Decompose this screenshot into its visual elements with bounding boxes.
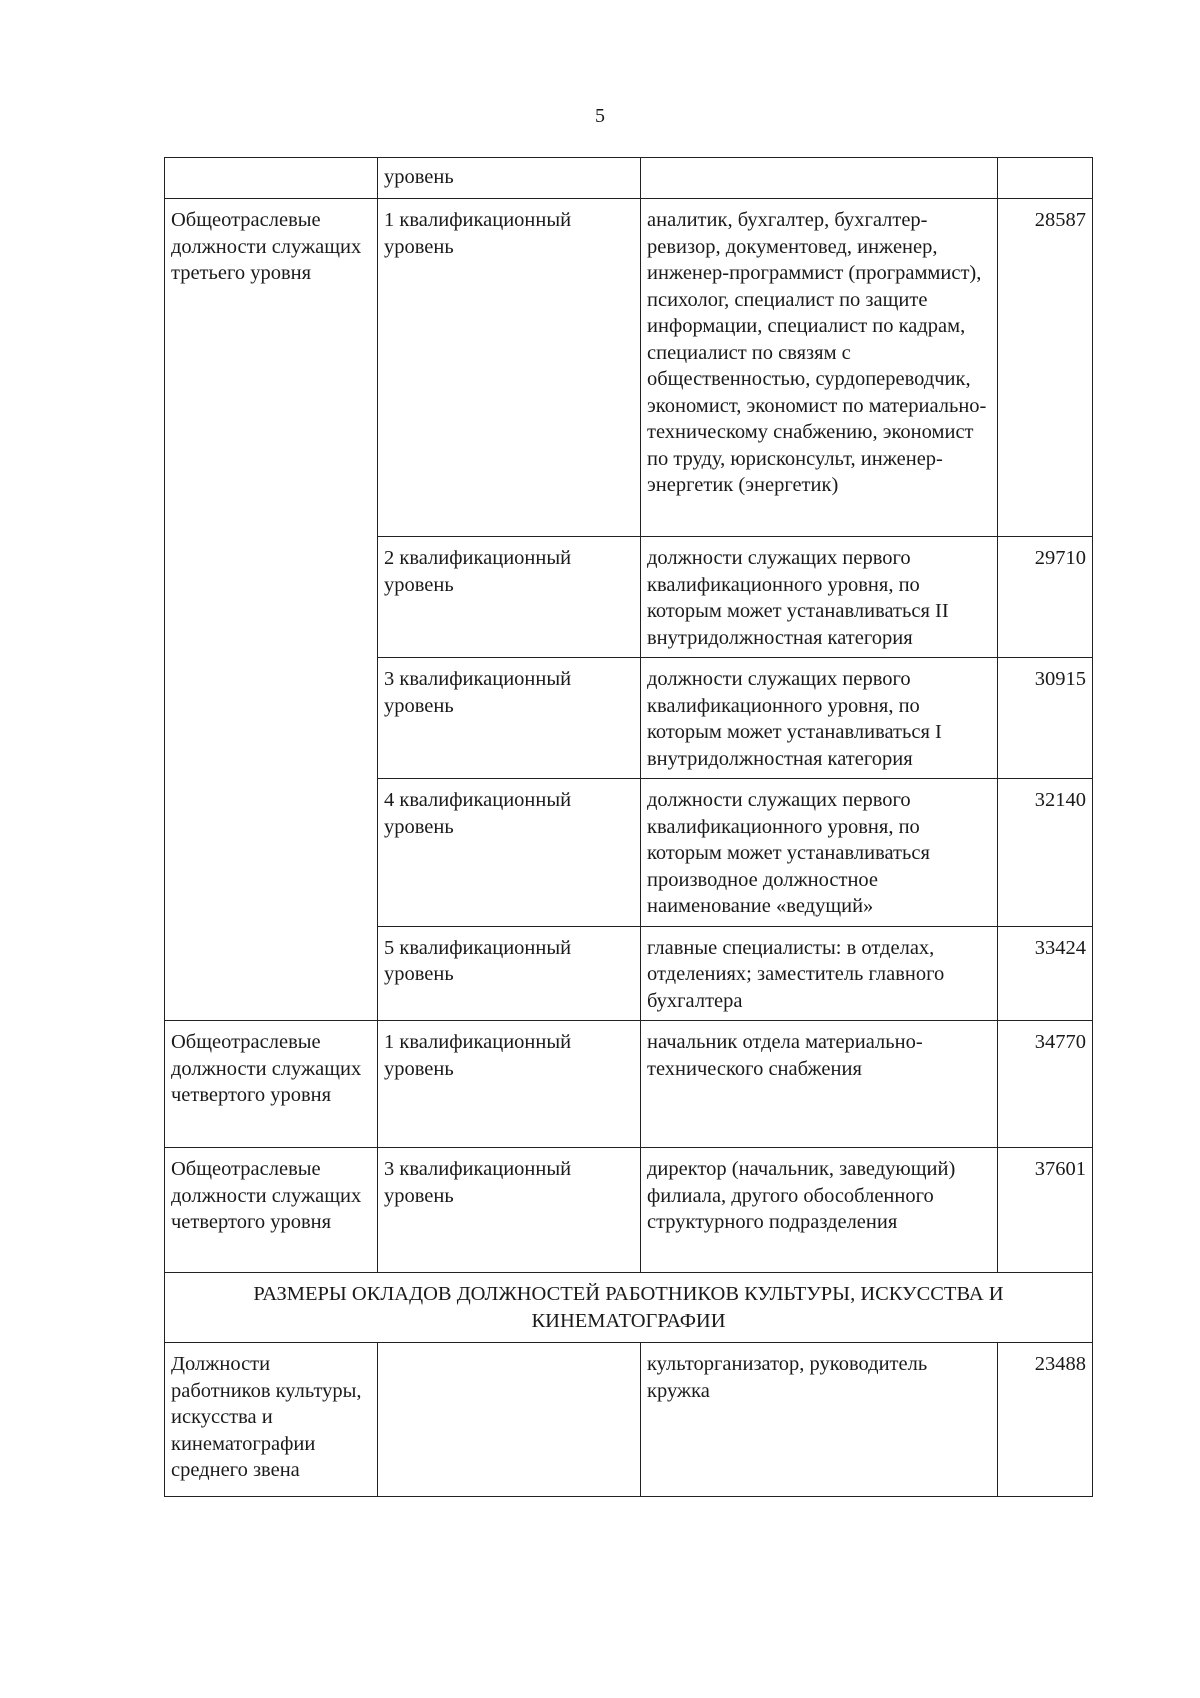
table-row <box>165 1148 1093 1273</box>
salary-cell <box>998 158 1093 199</box>
table-row <box>165 1343 1093 1497</box>
positions-cell: должности служащих первого квалификационного уровня, по которым может устанавливаться II внутридолжностная категория <box>641 537 998 658</box>
section-header-row <box>165 1273 1093 1343</box>
positions-cell: аналитик, бухгалтер, бухгалтер-ревизор, документовед, инженер, инженер-программист (программист), психолог, специалист по защите информации, специалист по кадрам, специалист по связям с общественностью, сурдопереводчик, экономист, экономист по материально-техническому снабжению, экономист по труду, юрисконсульт, инженер-энергетик (энергетик) <box>641 199 998 537</box>
group-cell: Должности работников культуры, искусства и кинематографии среднего звена <box>165 1343 378 1497</box>
salary-cell: 37601 <box>998 1148 1093 1273</box>
group-cell <box>165 158 378 199</box>
level-cell: 5 квалификационный уровень <box>378 926 641 1021</box>
salary-table <box>164 157 1093 1497</box>
salary-cell: 30915 <box>998 658 1093 779</box>
section-header: РАЗМЕРЫ ОКЛАДОВ ДОЛЖНОСТЕЙ РАБОТНИКОВ КУЛЬТУРЫ, ИСКУССТВА И КИНЕМАТОГРАФИИ <box>165 1273 1093 1343</box>
positions-cell: должности служащих первого квалификационного уровня, по которым может устанавливаться I внутридолжностная категория <box>641 658 998 779</box>
positions-cell <box>641 158 998 199</box>
positions-cell: культорганизатор, руководитель кружка <box>641 1343 998 1497</box>
page-number: 5 <box>595 105 605 127</box>
group-cell: Общеотраслевые должности служащих четвертого уровня <box>165 1148 378 1273</box>
level-cell: 3 квалификационный уровень <box>378 658 641 779</box>
level-cell: 1 квалификационный уровень <box>378 1021 641 1148</box>
level-cell: 2 квалификационный уровень <box>378 537 641 658</box>
positions-cell: директор (начальник, заведующий) филиала, другого обособленного структурного подразделения <box>641 1148 998 1273</box>
salary-cell: 32140 <box>998 779 1093 927</box>
group-cell: Общеотраслевые должности служащих третьего уровня <box>165 199 378 1021</box>
table-row <box>165 199 1093 537</box>
table-row <box>165 158 1093 199</box>
salary-cell: 23488 <box>998 1343 1093 1497</box>
salary-cell: 34770 <box>998 1021 1093 1148</box>
positions-cell: должности служащих первого квалификационного уровня, по которым может устанавливаться производное должностное наименование «ведущий» <box>641 779 998 927</box>
level-cell: 1 квалификационный уровень <box>378 199 641 537</box>
salary-cell: 33424 <box>998 926 1093 1021</box>
level-cell: 4 квалификационный уровень <box>378 779 641 927</box>
table-row <box>165 1021 1093 1148</box>
salary-cell: 28587 <box>998 199 1093 537</box>
level-cell <box>378 1343 641 1497</box>
level-cell: 3 квалификационный уровень <box>378 1148 641 1273</box>
group-cell: Общеотраслевые должности служащих четвертого уровня <box>165 1021 378 1148</box>
salary-cell: 29710 <box>998 537 1093 658</box>
positions-cell: главные специалисты: в отделах, отделениях; заместитель главного бухгалтера <box>641 926 998 1021</box>
level-cell: уровень <box>378 158 641 199</box>
positions-cell: начальник отдела материально-технического снабжения <box>641 1021 998 1148</box>
